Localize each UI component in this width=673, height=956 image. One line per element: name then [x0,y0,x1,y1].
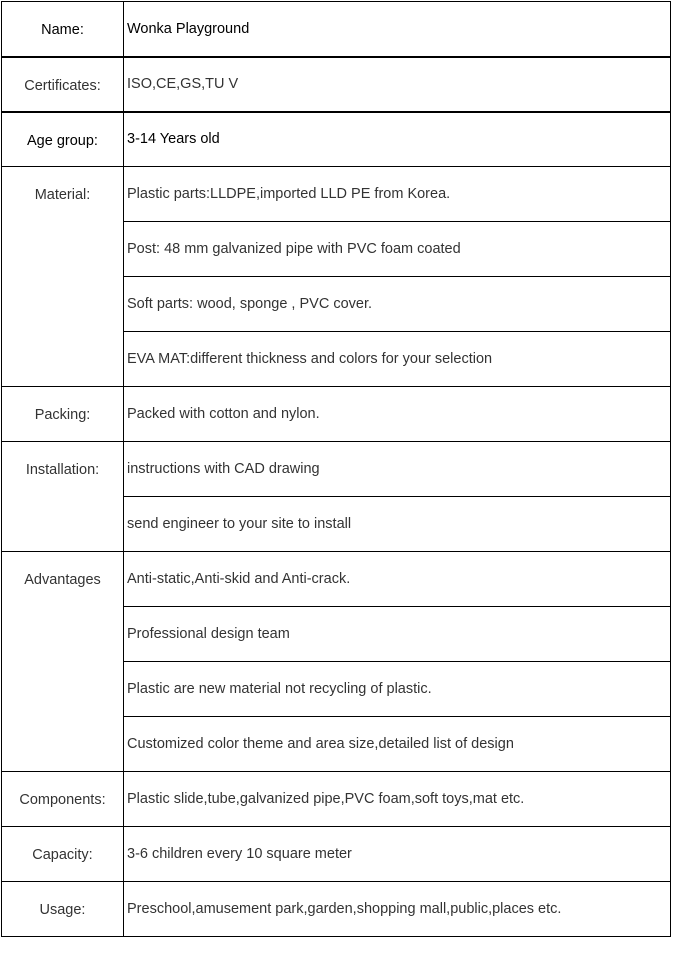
spec-value: Wonka Playground [124,2,671,57]
spec-value: Customized color theme and area size,detailed list of design [124,717,671,772]
spec-row [2,442,671,497]
spec-value: ISO,CE,GS,TU V [124,57,671,112]
spec-label: Packing: [2,387,124,442]
spec-value: 3-14 Years old [124,112,671,167]
spec-value: Packed with cotton and nylon. [124,387,671,442]
spec-label: Usage: [2,882,124,937]
spec-row [2,57,671,112]
spec-table-body [2,2,671,937]
spec-row [2,827,671,882]
spec-row [2,552,671,607]
spec-row [2,882,671,937]
spec-row [2,772,671,827]
spec-row [2,167,671,222]
spec-value: Soft parts: wood, sponge , PVC cover. [124,277,671,332]
spec-label: Installation: [2,442,124,552]
spec-table [1,1,671,937]
spec-label: Name: [2,2,124,57]
spec-label: Material: [2,167,124,387]
spec-row [2,112,671,167]
spec-value: 3-6 children every 10 square meter [124,827,671,882]
spec-value: Plastic slide,tube,galvanized pipe,PVC foam,soft toys,mat etc. [124,772,671,827]
spec-row [2,387,671,442]
spec-label: Age group: [2,112,124,167]
spec-value: Professional design team [124,607,671,662]
spec-value: EVA MAT:different thickness and colors for your selection [124,332,671,387]
spec-value: send engineer to your site to install [124,497,671,552]
spec-value: Post: 48 mm galvanized pipe with PVC foam coated [124,222,671,277]
spec-label: Capacity: [2,827,124,882]
spec-row [2,2,671,57]
spec-label: Certificates: [2,57,124,112]
spec-value: Preschool,amusement park,garden,shopping mall,public,places etc. [124,882,671,937]
spec-label: Components: [2,772,124,827]
spec-value: instructions with CAD drawing [124,442,671,497]
spec-label: Advantages [2,552,124,772]
spec-value: Plastic are new material not recycling of plastic. [124,662,671,717]
spec-value: Plastic parts:LLDPE,imported LLD PE from Korea. [124,167,671,222]
spec-value: Anti-static,Anti-skid and Anti-crack. [124,552,671,607]
